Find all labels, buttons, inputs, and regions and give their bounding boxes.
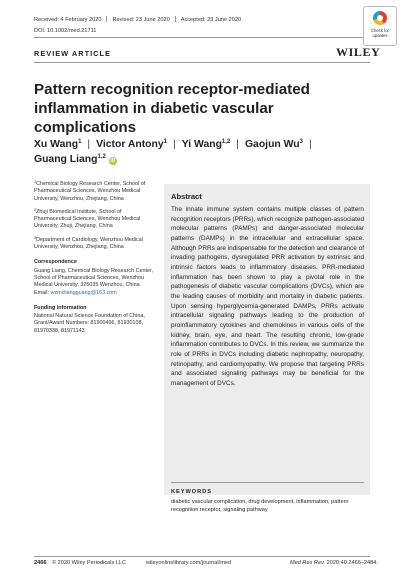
- email-link[interactable]: wzmcliangguang@163.com: [50, 289, 117, 296]
- correspondence-heading: Correspondence: [34, 259, 77, 266]
- affiliation: $^2$Zhuji Biomedical Institute, School of Pharmaceutical Sciences, Wenzhou Medical University, Zhuji, Zhejiang, China: [34, 207, 141, 230]
- affiliation: $^3$Department of Cardiology, Wenzhou Medical University, Wenzhou, Zhejiang, China: [34, 235, 143, 251]
- article-sidebar: [34, 181, 159, 341]
- received-date: Received: 4 February 2020: [34, 17, 102, 23]
- author-name[interactable]: Guang Liang: [34, 154, 98, 165]
- funding-heading: Funding information: [34, 304, 87, 311]
- abstract-heading: Abstract: [171, 192, 202, 201]
- citation: [290, 560, 378, 566]
- divider: [171, 482, 364, 483]
- keywords-heading: KEYWORDS: [171, 489, 212, 495]
- affiliation-marker: 1: [163, 139, 167, 145]
- doi[interactable]: DOI: 10.1002/med.21711: [34, 28, 97, 34]
- badge-label: Check for updates: [371, 28, 389, 38]
- page-number: 2466: [34, 560, 47, 566]
- affiliation-marker: 1,2: [97, 154, 106, 160]
- divider: [175, 16, 176, 22]
- author-name[interactable]: Xu Wang: [34, 139, 79, 150]
- article-type: REVIEW ARTICLE: [34, 49, 111, 58]
- divider: [106, 16, 107, 22]
- journal-name: Med Res Rev.: [290, 560, 326, 566]
- divider: [34, 62, 370, 63]
- affiliation: $^1$Chemical Biology Research Center, School of Pharmaceutical Sciences, Wenzhou Medical University, Wenzhou, Zhejiang, China: [34, 180, 146, 202]
- funding-text: National Natural Science Foundation of China, Grant/Award Numbers: 81900496, 81930108, 81970338, 81971143: [34, 313, 145, 334]
- author-list: Xu Wang$^1$ | Victor Antony$^1$ | Yi Wang$^{1,2}$ | Gaojun Wu$^3$ | Guang Liang$^{1,2}$iD: [34, 139, 312, 165]
- copyright: © 2020 Wiley Periodicals LLC: [52, 560, 127, 566]
- keywords-list: diabetic vascular complication, drug development, inflammation, pattern recognition receptor, signaling pathway: [171, 499, 349, 513]
- revised-date: Revised: 23 June 2020: [112, 17, 170, 23]
- affiliation-marker: 1,2: [221, 139, 231, 145]
- affiliation-marker: 1: [78, 139, 82, 145]
- divider: [34, 37, 370, 38]
- accepted-date: Accepted: 29 June 2020: [180, 17, 242, 23]
- author-name[interactable]: Yi Wang: [181, 139, 222, 150]
- author-name[interactable]: Gaojun Wu: [244, 139, 300, 150]
- orcid-icon[interactable]: iD: [110, 158, 116, 164]
- divider: [34, 556, 370, 557]
- journal-website-link[interactable]: wileyonlinelibrary.com/journal/med: [146, 560, 232, 566]
- volume-pages: 2020;40:2466–2484.: [326, 560, 378, 566]
- correspondence-text: Guang Liang, Chemical Biology Research Center, School of Pharmaceutical Sciences, Wenzhou Medical University, 325035 Wenzhou, China. Email: wzmcliangguang@163.com: [34, 267, 153, 296]
- affiliation-marker: 3: [299, 139, 303, 145]
- article-title: Pattern recognition receptor-mediated inflammation in diabetic vascular complications: [34, 81, 310, 136]
- publisher-logo[interactable]: WILEY: [336, 45, 381, 59]
- article-dates: [34, 16, 241, 23]
- check-for-updates-badge[interactable]: [363, 6, 397, 46]
- check-for-updates-icon: [373, 11, 387, 25]
- abstract-text: The innate immune system contains multiple classes of pattern recognition receptors (PRRs), which recognize pathogen-associated molecular patterns (PAMPs) and danger-associated molecular patterns (DAMPs) in the intracellular and extracellular space. Although PRRs are indispensable for the detection and clearance of invading pathogens, dysregulated PRR activation by extrinsic and intrinsic factors leads to inflammatory diseases. PRR-mediated inflammation has been shown to play a pivotal role in the pathogenesis of diabetic vascular complications (DVCs), which are the leading causes of morbidity and mortality in diabetic patients. Upon sensing hyperglycemia-generated DAMPs, PRRs activate intracellular signaling pathways leading to the production of proinflammatory cytokines and chemokines in various cells of the kidney, brain, eye, and heart. The resulting chronic, low-grade inflammation contributes to DVCs. In this review, we summarize the role of PRRs in DVCs including diabetic nephropathy, neuropathy, retinopathy, and cardiomyopathy. We propose that targeting PRRs and associated signaling pathways may be beneficial for the management of DVCs.: [171, 206, 364, 387]
- author-name[interactable]: Victor Antony: [96, 139, 164, 150]
